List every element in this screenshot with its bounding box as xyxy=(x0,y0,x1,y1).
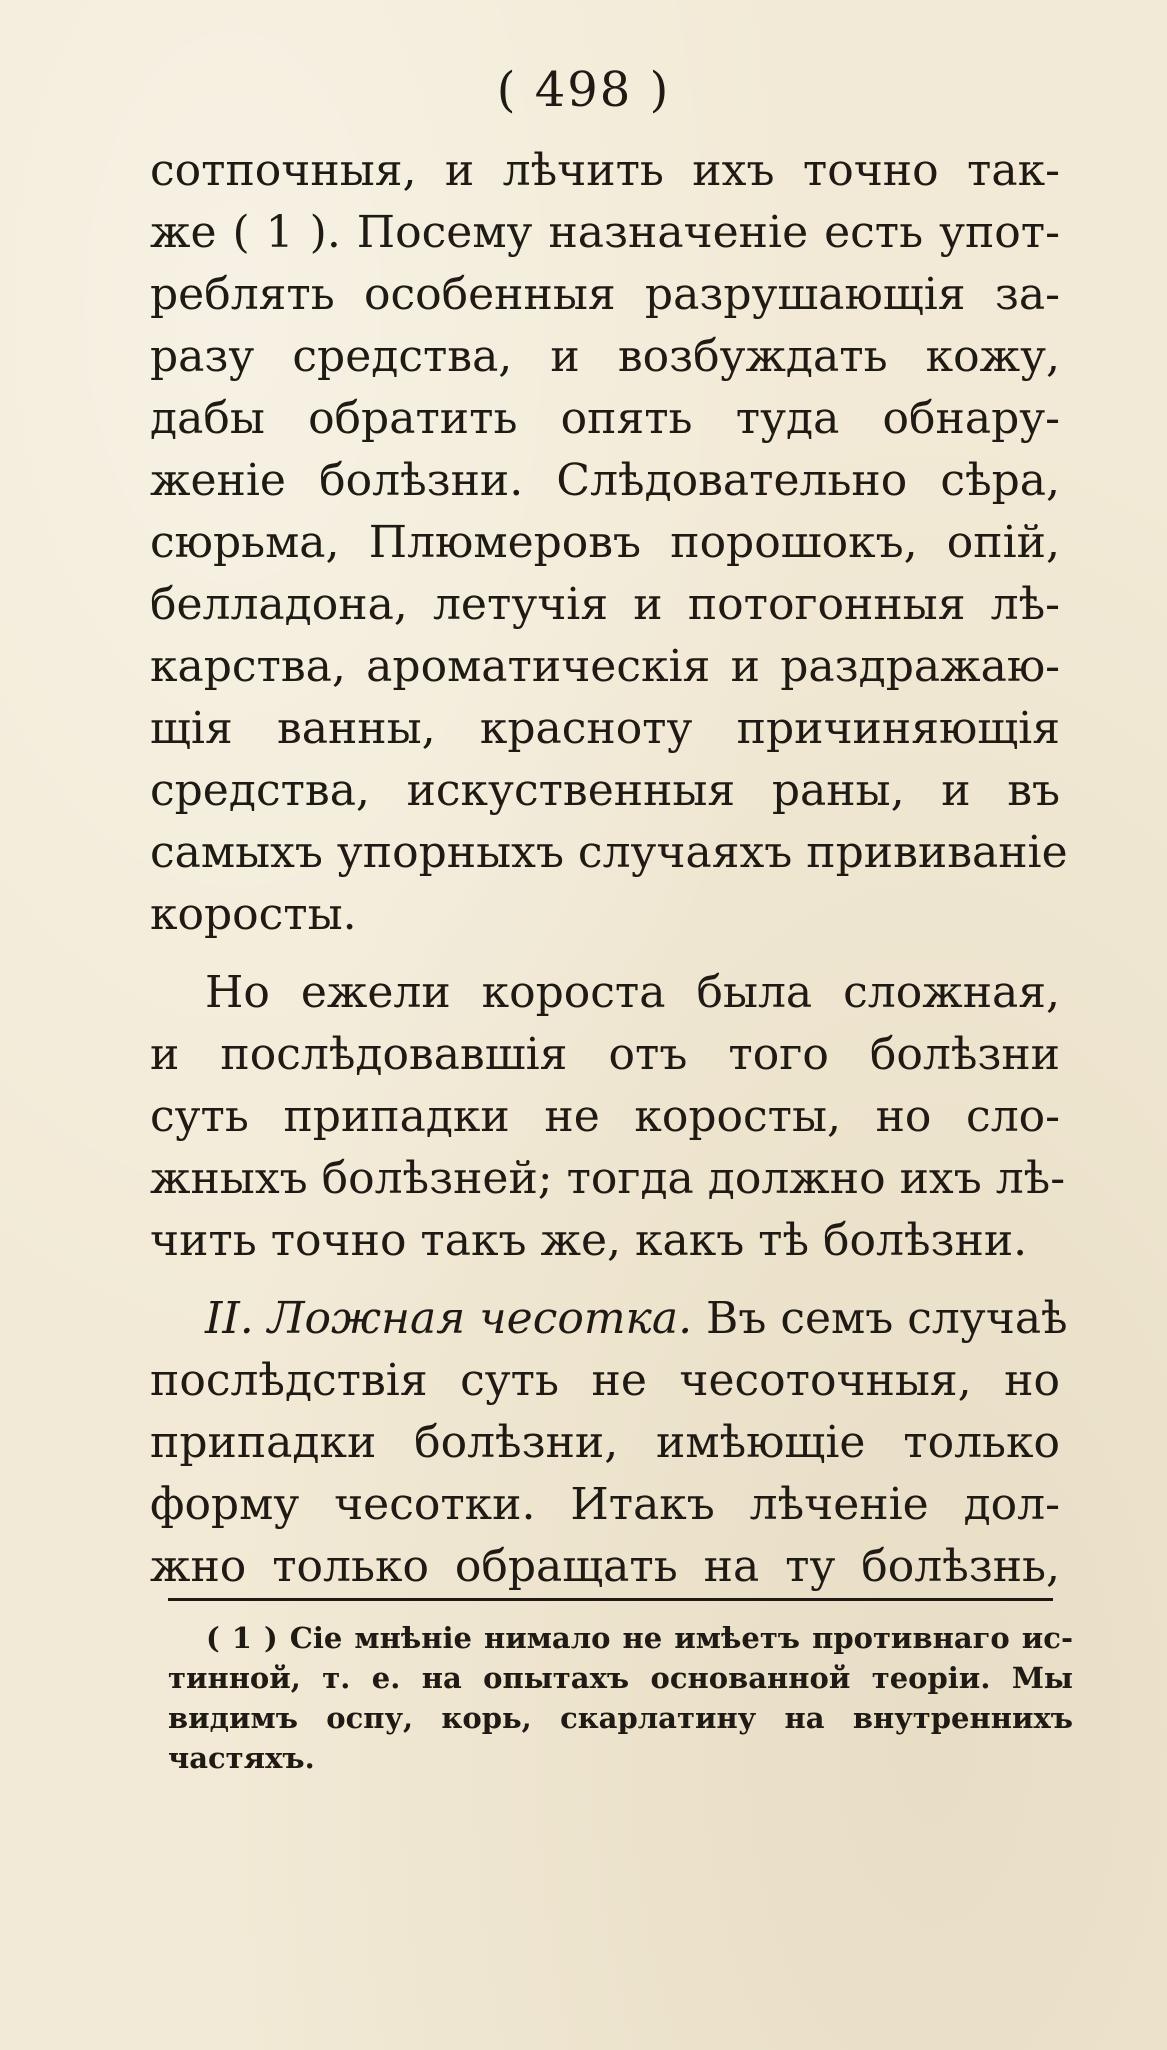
heading-continuation: Въ семъ случаѣ xyxy=(692,1293,1068,1344)
text-line: реблять особенныя разрушающія за- xyxy=(150,269,1060,320)
paragraph-2 xyxy=(150,962,1066,1272)
text-line: жно только обращать на ту болѣзнь, xyxy=(150,1541,1060,1592)
paragraph-1 xyxy=(150,140,1068,946)
text-line: средства, искуственныя раны, и въ xyxy=(150,765,1060,816)
text-line: дабы обратить опять туда обнару- xyxy=(150,393,1060,444)
text-line: карства, ароматическія и раздражаю- xyxy=(150,641,1060,692)
paragraph-3 xyxy=(150,1288,1068,1598)
text-line: самыхъ упорныхъ случаяхъ прививаніе xyxy=(150,827,1068,878)
footnote-line: тинной, т. е. на опытахъ основанной теоріи. Мы xyxy=(168,1661,1073,1695)
text-line: сотпочныя, и лѣчить ихъ точно так- xyxy=(150,145,1060,196)
section-heading: II. Ложная чесотка. xyxy=(205,1293,693,1344)
text-line: сюрьма, Плюмеровъ порошокъ, опій, xyxy=(150,517,1060,568)
footnote xyxy=(168,1618,1073,1778)
text-line: чить точно такъ же, какъ тѣ болѣзни. xyxy=(150,1215,1028,1266)
main-text xyxy=(150,140,1068,1598)
text-line: коросты. xyxy=(150,889,357,940)
text-line: жныхъ болѣзней; тогда должно ихъ лѣ- xyxy=(150,1153,1066,1204)
paragraph-spacer xyxy=(150,1272,1060,1288)
text-line: Но ежели короста была сложная, xyxy=(205,967,1060,1018)
text-line: разу средства, и возбуждать кожу, xyxy=(150,331,1060,382)
text-line: припадки болѣзни, имѣющіе только xyxy=(150,1417,1060,1468)
paragraph-spacer xyxy=(150,946,1060,962)
section-heading-line xyxy=(150,1288,1068,1350)
text-line: суть припадки не коросты, но сло- xyxy=(150,1091,1060,1142)
text-line: женіе болѣзни. Слѣдовательно сѣра, xyxy=(150,455,1060,506)
text-line: и послѣдовавшія отъ того болѣзни xyxy=(150,1029,1060,1080)
text-line: форму чесотки. Итакъ лѣченіе дол- xyxy=(150,1479,1060,1530)
text-line: белладона, летучія и потогонныя лѣ- xyxy=(150,579,1060,630)
footnote-line: ( 1 ) Сіе мнѣніе нимало не имѣетъ противнаго ис- xyxy=(206,1621,1073,1655)
page-number: ( 498 ) xyxy=(496,62,671,118)
footnote-rule xyxy=(168,1598,1053,1601)
text-line: послѣдствія суть не чесоточныя, но xyxy=(150,1355,1060,1406)
text-line: же ( 1 ). Посему назначеніе есть упот- xyxy=(150,207,1060,258)
text-line: щія ванны, красноту причиняющія xyxy=(150,703,1060,754)
footnote-line: частяхъ. xyxy=(168,1741,315,1775)
footnote-line: видимъ оспу, корь, скарлатину на внутреннихъ xyxy=(168,1701,1073,1735)
